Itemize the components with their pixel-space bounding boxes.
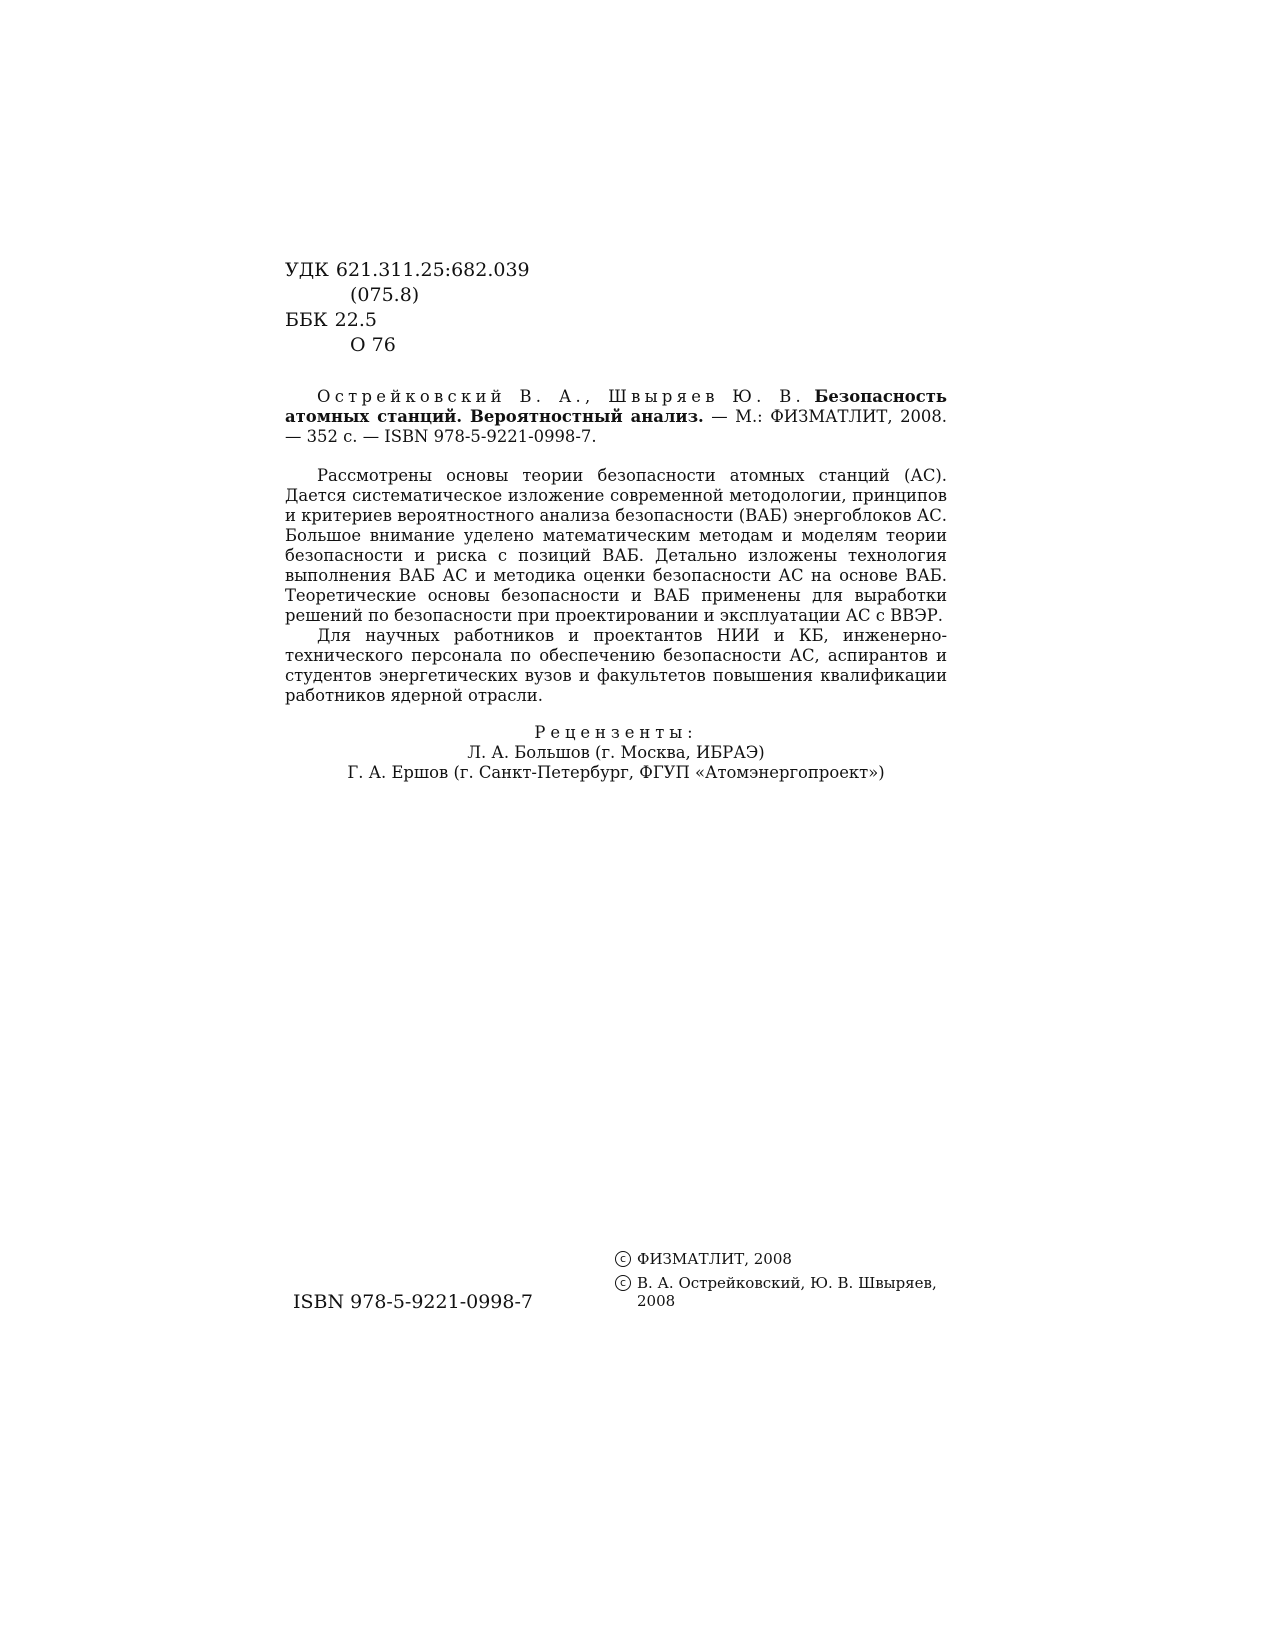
bibliographic-record (285, 387, 947, 447)
reviewer-1: Л. А. Большов (г. Москва, ИБРАЭ) (467, 743, 765, 762)
reviewer-2: Г. А. Ершов (г. Санкт-Петербург, ФГУП «Атомэнергопроект») (347, 763, 885, 782)
author-mark: О 76 (350, 334, 396, 356)
copyright-icon: c (615, 1275, 631, 1291)
bbk-label: ББК (285, 309, 328, 331)
copyright-icon: c (615, 1251, 631, 1267)
reviewers-block (285, 723, 947, 783)
copyright-authors-line (615, 1274, 950, 1310)
reviewers-heading: Рецензенты: (534, 723, 698, 742)
isbn: ISBN 978-5-9221-0998-7 (293, 1291, 533, 1313)
copyright-block (615, 1250, 950, 1316)
copyright-authors: В. А. Острейковский, Ю. В. Швыряев, 2008 (637, 1274, 937, 1310)
bbk-code: 22.5 (334, 309, 377, 331)
bbk-row (285, 308, 530, 333)
udk-label: УДК (285, 259, 329, 281)
copyright-publisher: ФИЗМАТЛИТ, 2008 (637, 1250, 792, 1268)
abstract-paragraph-2: Для научных работников и проектантов НИИ и КБ, инженерно-технического персонала по обеспечению безопасности АС, аспирантов и студентов энергетических вузов и факультетов повышения квалификации работников ядерной отрасли. (285, 626, 947, 705)
udk-row (285, 258, 530, 283)
udk-code: 621.311.25:682.039 (335, 259, 530, 281)
classification-block (285, 258, 530, 358)
record-authors: Острейковский В. А., Швыряев Ю. В. (317, 387, 806, 406)
record-title: Безопасность атомных станций. Вероятностный анализ. (285, 387, 947, 426)
main-text (285, 387, 947, 706)
record-imprint: — М.: ФИЗМАТЛИТ, 2008. — 352 с. — ISBN 978-5-9221-0998-7. (285, 407, 947, 446)
copyright-publisher-line (615, 1250, 950, 1268)
abstract-paragraph-1: Рассмотрены основы теории безопасности атомных станций (АС). Дается систематическое изложение современной методологии, принципов и критериев вероятностного анализа безопасности (ВАБ) энергоблоков АС. Большое внимание уделено математическим методам и моделям теории безопасности и риска с позиций ВАБ. Детально изложены технология выполнения ВАБ АС и методика оценки безопасности АС на основе ВАБ. Теоретические основы безопасности и ВАБ применены для выработки решений по безопасности при проектировании и эксплуатации АС с ВВЭР. (285, 466, 947, 625)
udk-code-continuation: (075.8) (350, 284, 420, 306)
